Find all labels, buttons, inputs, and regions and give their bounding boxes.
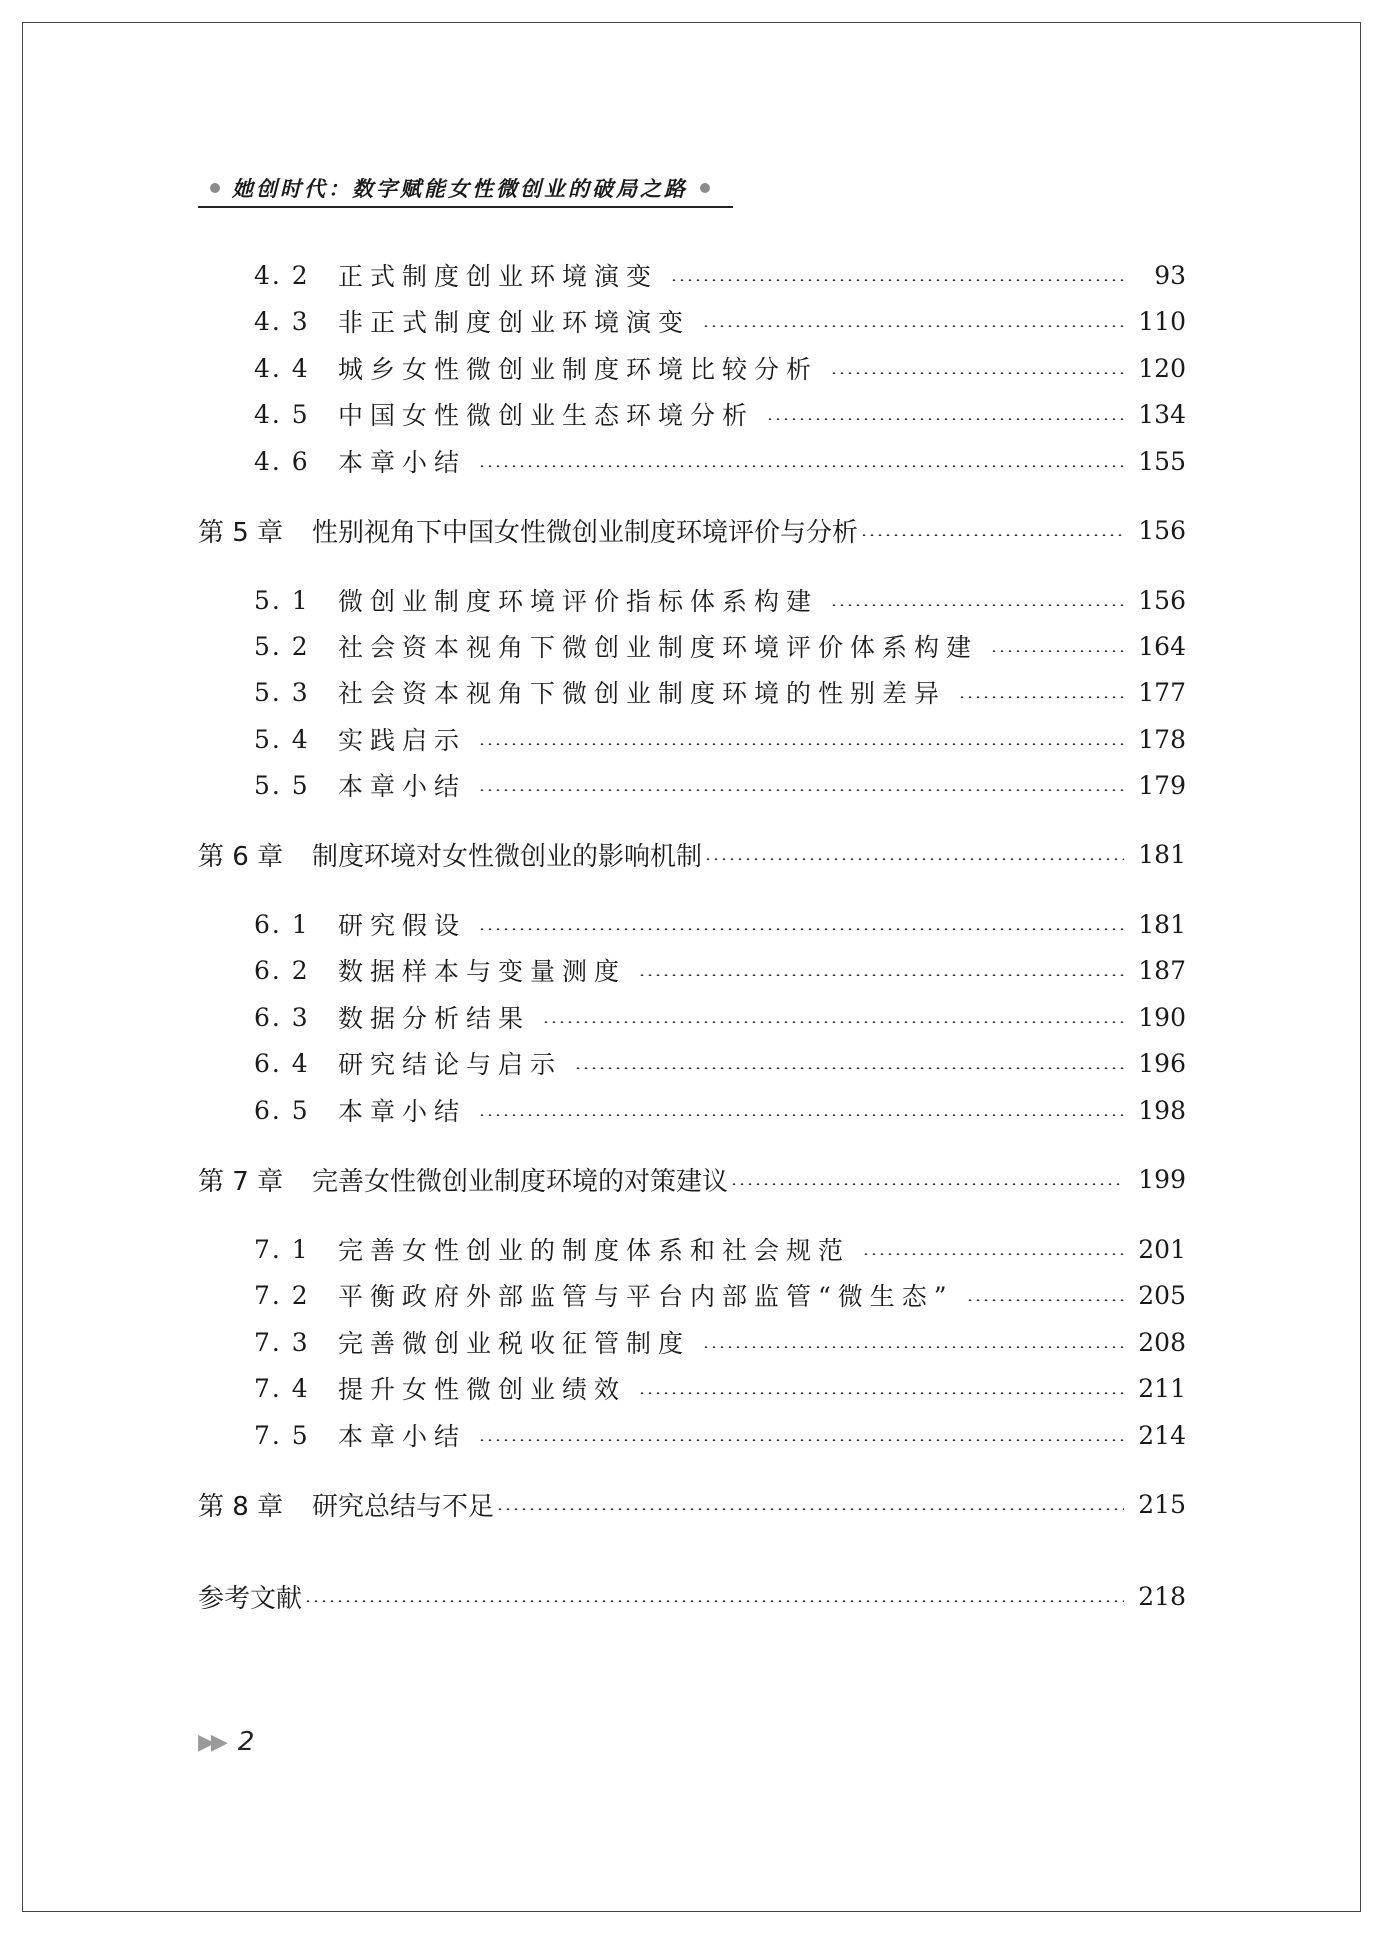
toc-number: 6. 2 <box>254 955 310 985</box>
toc-entry-6-4[interactable] <box>198 1043 1186 1083</box>
dot-leader <box>958 696 1124 698</box>
chapter-number: 第 5 章 <box>198 517 284 548</box>
toc-title: 中国女性微创业生态环境分析 <box>338 401 755 430</box>
toc-page: 156 <box>1138 515 1186 545</box>
toc-entry-7-5[interactable] <box>198 1415 1186 1455</box>
dot-leader <box>496 1508 1124 1510</box>
toc-title: 研究结论与启示 <box>338 1050 563 1079</box>
chapter-number: 第 6 章 <box>198 841 284 872</box>
toc-number: 4. 3 <box>254 306 310 336</box>
toc-title: 本章小结 <box>338 1422 467 1451</box>
toc-entry-6-2[interactable] <box>198 950 1186 990</box>
dot-leader <box>730 1183 1124 1185</box>
toc-page: 181 <box>1138 839 1186 869</box>
dot-leader <box>478 1114 1124 1116</box>
toc-page: 93 <box>1154 260 1186 290</box>
toc-chapter-7[interactable] <box>198 1159 1186 1199</box>
chapter-number: 第 7 章 <box>198 1166 284 1197</box>
dot-leader <box>542 1021 1124 1023</box>
dot-leader <box>638 974 1124 976</box>
toc-entry-6-3[interactable] <box>198 997 1186 1037</box>
toc-title: 城乡女性微创业制度环境比较分析 <box>338 355 819 384</box>
toc-title: 社会资本视角下微创业制度环境的性别差异 <box>338 679 947 708</box>
toc-number: 6. 5 <box>254 1095 310 1125</box>
dot-leader <box>830 604 1124 606</box>
toc-number: 6. 4 <box>254 1048 310 1078</box>
toc-title: 提升女性微创业绩效 <box>338 1375 627 1404</box>
toc-page: 155 <box>1138 446 1186 476</box>
dot-leader <box>860 534 1124 536</box>
toc-page: 120 <box>1138 353 1186 383</box>
dot-leader <box>670 279 1128 281</box>
toc-number: 5. 3 <box>254 677 310 707</box>
chapter-title: 完善女性微创业制度环境的对策建议 <box>312 1166 729 1197</box>
toc-title: 本章小结 <box>338 448 467 477</box>
toc-page: 201 <box>1138 1234 1186 1264</box>
page-footer <box>198 1727 254 1757</box>
page-number: 2 <box>237 1727 255 1757</box>
toc-title: 本章小结 <box>338 1097 467 1126</box>
toc-title: 实践启示 <box>338 726 467 755</box>
toc-page: 205 <box>1138 1280 1186 1310</box>
toc-title: 平衡政府外部监管与平台内部监管“微生态” <box>338 1282 954 1311</box>
dot-leader <box>704 858 1124 860</box>
toc-title: 非正式制度创业环境演变 <box>338 308 691 337</box>
toc-entry-7-2[interactable] <box>198 1275 1186 1315</box>
header-bullet-left <box>210 183 220 193</box>
toc-title: 完善女性创业的制度体系和社会规范 <box>338 1236 851 1265</box>
toc-entry-4-6[interactable] <box>198 441 1186 481</box>
toc-page: 214 <box>1138 1420 1186 1450</box>
toc-number: 6. 3 <box>254 1002 310 1032</box>
toc-entry-4-4[interactable] <box>198 348 1186 388</box>
toc-page: 199 <box>1138 1164 1186 1194</box>
toc-entry-5-5[interactable] <box>198 765 1186 805</box>
dot-leader <box>478 743 1124 745</box>
toc-entry-5-1[interactable] <box>198 580 1186 620</box>
toc-number: 7. 5 <box>254 1420 310 1450</box>
toc-entry-6-1[interactable] <box>198 904 1186 944</box>
toc-title: 正式制度创业环境演变 <box>338 262 659 291</box>
chapter-number: 第 8 章 <box>198 1491 284 1522</box>
toc-number: 4. 2 <box>254 260 310 290</box>
dot-leader <box>478 789 1124 791</box>
toc-title: 数据样本与变量测度 <box>338 957 627 986</box>
dot-leader <box>966 1299 1125 1301</box>
dot-leader <box>478 465 1124 467</box>
chapter-title: 性别视角下中国女性微创业制度环境评价与分析 <box>312 517 859 548</box>
chapter-title: 制度环境对女性微创业的影响机制 <box>312 841 703 872</box>
references-title: 参考文献 <box>198 1583 303 1614</box>
toc-entry-7-3[interactable] <box>198 1322 1186 1362</box>
toc-page: 134 <box>1138 399 1186 429</box>
toc-title: 微创业制度环境评价指标体系构建 <box>338 587 819 616</box>
toc-page: 198 <box>1138 1095 1186 1125</box>
chapter-title: 研究总结与不足 <box>312 1491 495 1522</box>
toc-number: 5. 4 <box>254 724 310 754</box>
toc-page: 110 <box>1138 306 1186 336</box>
dot-leader <box>478 1439 1124 1441</box>
toc-entry-4-2[interactable] <box>198 255 1186 295</box>
toc-page: 187 <box>1138 955 1186 985</box>
dot-leader <box>638 1392 1124 1394</box>
toc-entry-5-3[interactable] <box>198 672 1186 712</box>
toc-number: 7. 2 <box>254 1280 310 1310</box>
toc-chapter-5[interactable] <box>198 510 1186 550</box>
toc-page: 190 <box>1138 1002 1186 1032</box>
toc-page: 211 <box>1138 1373 1186 1403</box>
toc-number: 4. 5 <box>254 399 310 429</box>
toc-number: 4. 6 <box>254 446 310 476</box>
running-header <box>198 170 733 208</box>
dot-leader <box>830 372 1124 374</box>
toc-number: 5. 1 <box>254 585 310 615</box>
toc-number: 7. 3 <box>254 1327 310 1357</box>
toc-page: 208 <box>1138 1327 1186 1357</box>
dot-leader <box>478 928 1124 930</box>
header-bullet-right <box>700 183 710 193</box>
toc-entry-5-2[interactable] <box>198 626 1186 666</box>
toc-page: 156 <box>1138 585 1186 615</box>
toc-references[interactable] <box>198 1576 1186 1616</box>
toc-title: 社会资本视角下微创业制度环境评价体系构建 <box>338 633 979 662</box>
toc-page: 215 <box>1138 1489 1186 1519</box>
double-arrow-icon: ▶▶ <box>198 1729 224 1755</box>
toc-number: 6. 1 <box>254 909 310 939</box>
dot-leader <box>766 418 1124 420</box>
toc-number: 4. 4 <box>254 353 310 383</box>
toc-entry-7-4[interactable] <box>198 1368 1186 1408</box>
toc-number: 7. 4 <box>254 1373 310 1403</box>
dot-leader <box>702 325 1124 327</box>
toc-page: 218 <box>1138 1581 1186 1611</box>
toc-chapter-8[interactable] <box>198 1484 1186 1524</box>
dot-leader <box>862 1253 1124 1255</box>
toc-page: 178 <box>1138 724 1186 754</box>
toc-chapter-6[interactable] <box>198 834 1186 874</box>
toc-title: 研究假设 <box>338 911 467 940</box>
dot-leader <box>304 1600 1124 1602</box>
toc-page: 181 <box>1138 909 1186 939</box>
dot-leader <box>990 650 1124 652</box>
toc-title: 完善微创业税收征管制度 <box>338 1329 691 1358</box>
toc-entry-4-3[interactable] <box>198 301 1186 341</box>
toc-number: 7. 1 <box>254 1234 310 1264</box>
toc-title: 本章小结 <box>338 772 467 801</box>
running-header-title: 她创时代：数字赋能女性微创业的破局之路 <box>232 176 688 201</box>
toc-page: 196 <box>1138 1048 1186 1078</box>
toc-entry-7-1[interactable] <box>198 1229 1186 1269</box>
toc-number: 5. 5 <box>254 770 310 800</box>
dot-leader <box>574 1067 1124 1069</box>
toc-entry-4-5[interactable] <box>198 394 1186 434</box>
toc-entry-5-4[interactable] <box>198 719 1186 759</box>
toc-title: 数据分析结果 <box>338 1004 531 1033</box>
toc-number: 5. 2 <box>254 631 310 661</box>
toc-entry-6-5[interactable] <box>198 1090 1186 1130</box>
toc-page: 164 <box>1138 631 1186 661</box>
toc-page: 179 <box>1138 770 1186 800</box>
dot-leader <box>702 1346 1124 1348</box>
toc-page: 177 <box>1138 677 1186 707</box>
